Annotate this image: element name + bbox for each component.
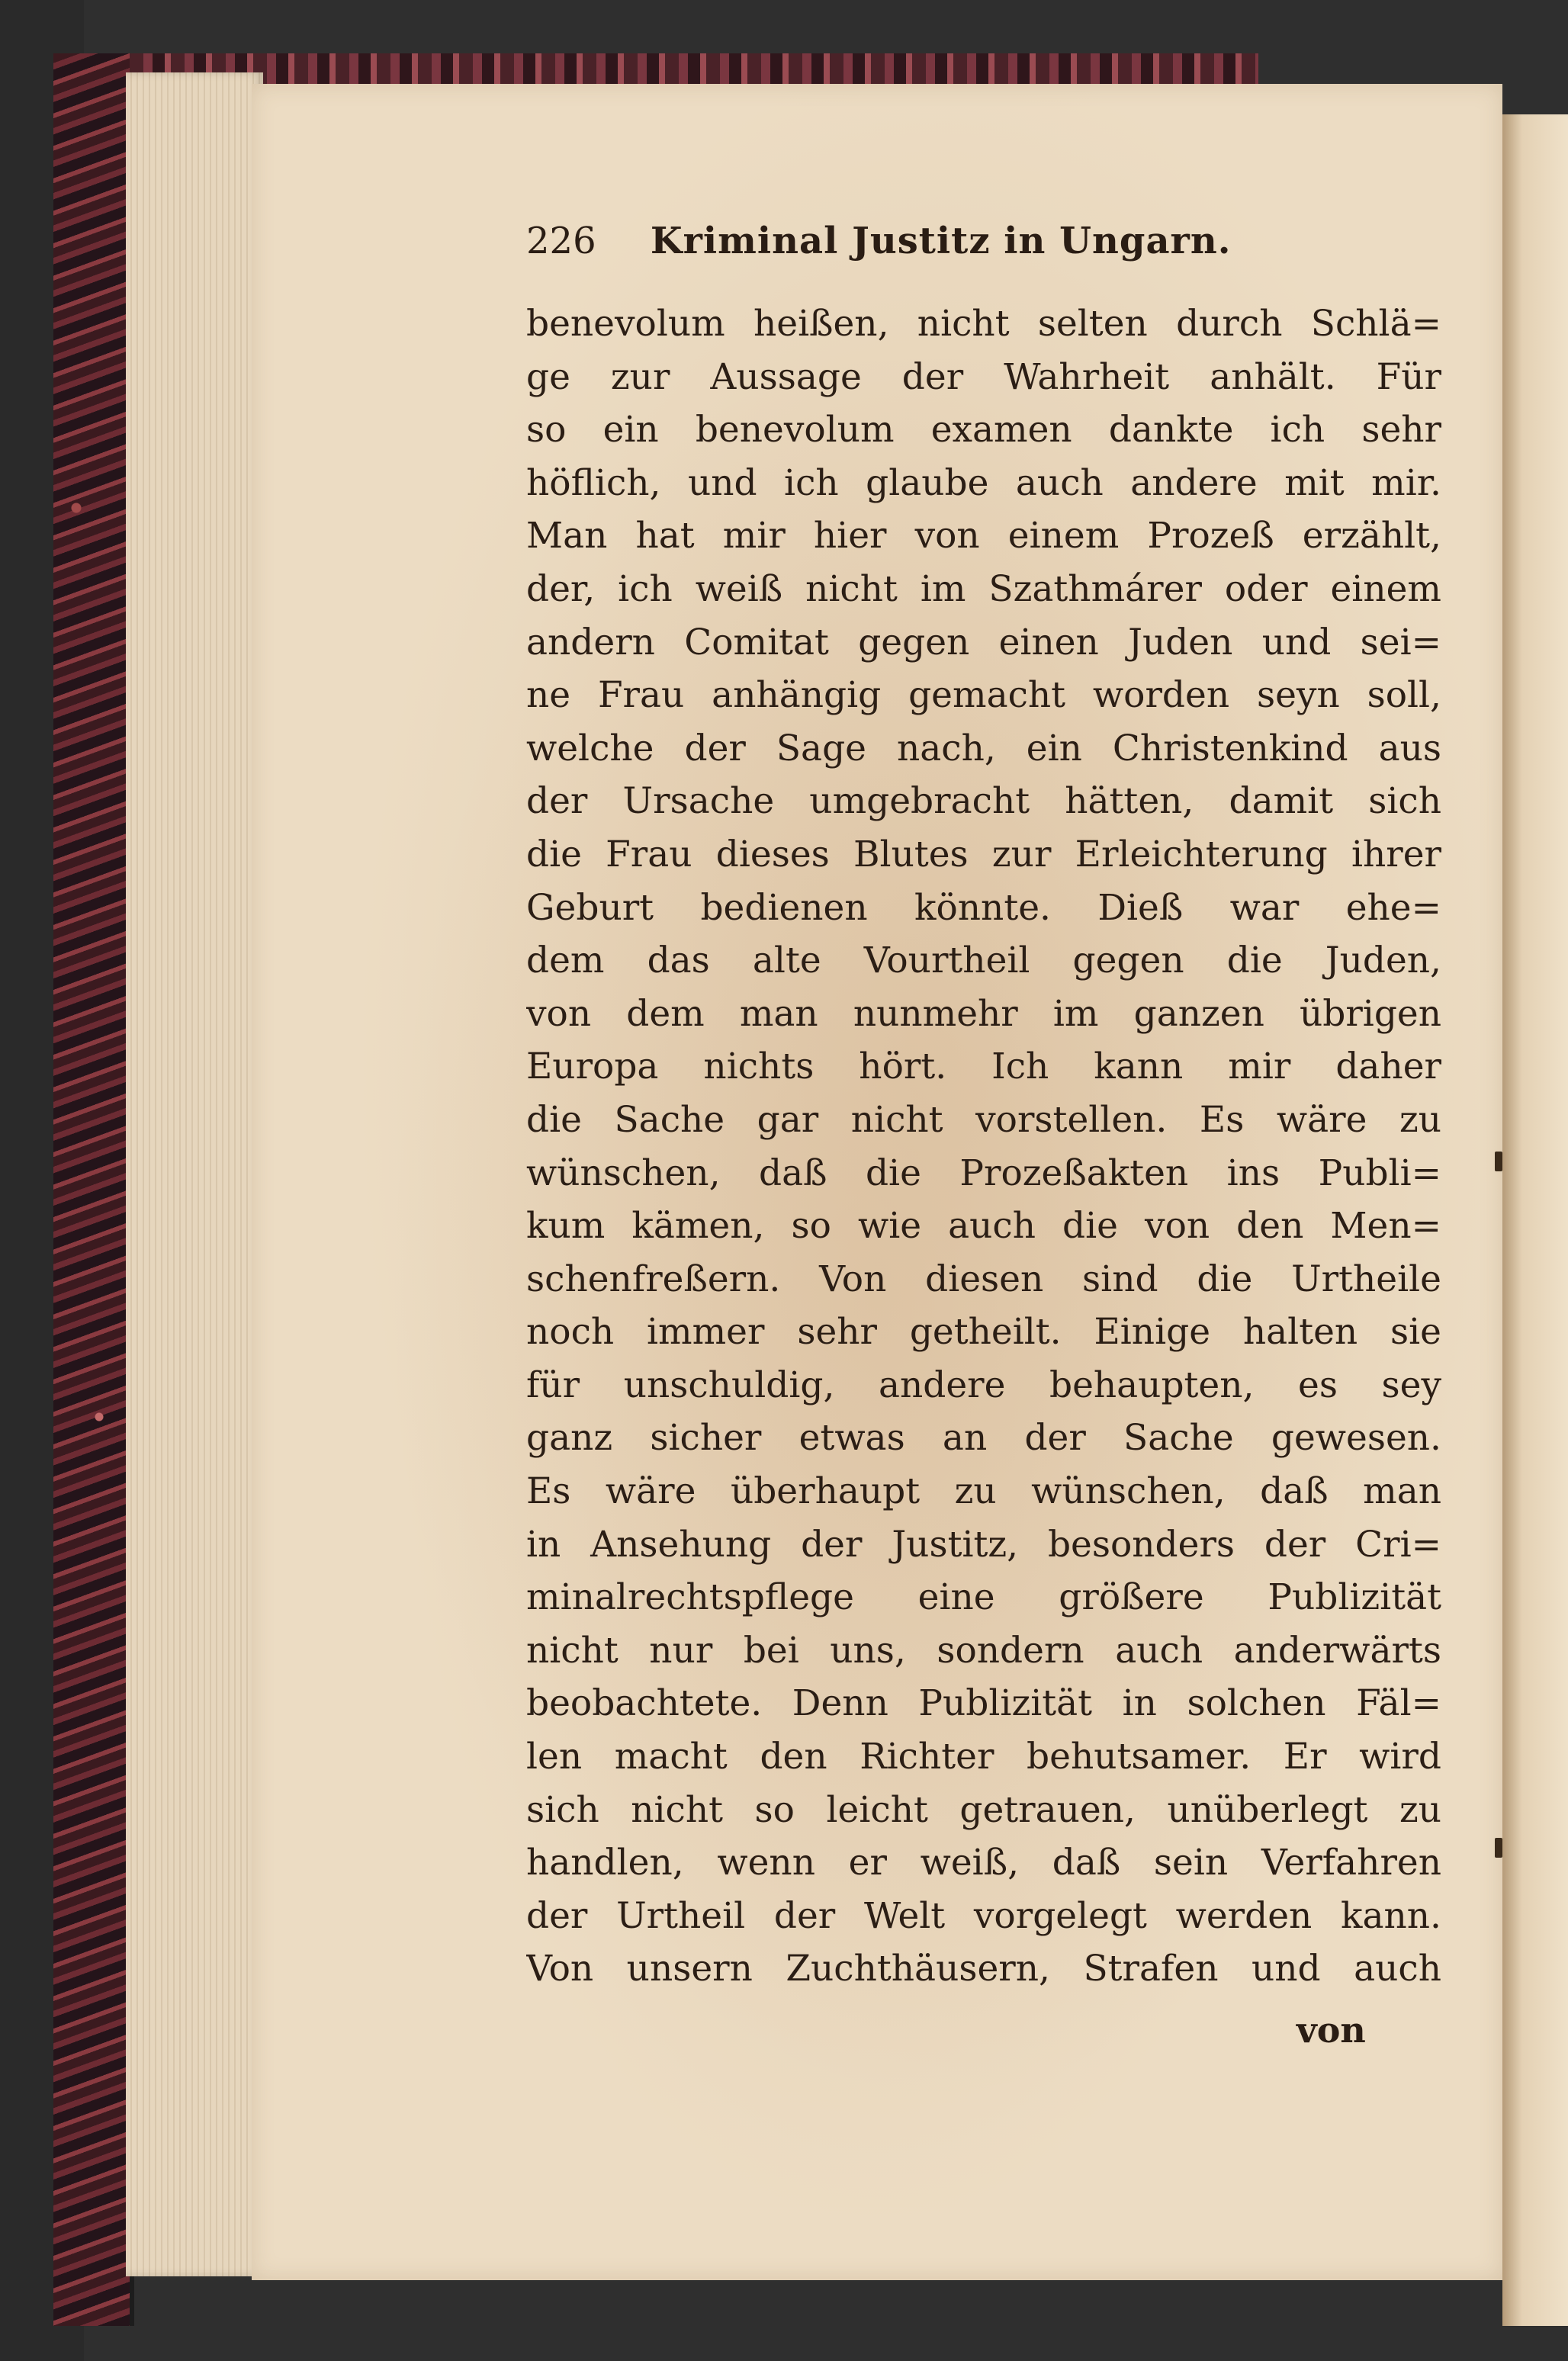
page-number: 226 (526, 220, 596, 262)
text-line: Von unsern Zuchthäusern, Strafen und auch (526, 1948, 1441, 1990)
text-line: in Ansehung der Justitz, besonders der Cri= (526, 1523, 1441, 1566)
text-line: kum kämen, so wie auch die von den Men= (526, 1205, 1441, 1248)
text-line: Europa nichts hört. Ich kann mir daher (526, 1046, 1441, 1088)
text-line: beobachtete. Denn Publizität in solchen Fäl= (526, 1682, 1441, 1725)
text-line: wünschen, daß die Prozeßakten ins Publi= (526, 1152, 1441, 1194)
book-cover-edge (53, 53, 134, 2326)
text-line: höflich, und ich glaube auch andere mit mir. (526, 461, 1441, 504)
page-body-text (526, 297, 1441, 1996)
text-line: die Sache gar nicht vorstellen. Es wäre zu (526, 1098, 1441, 1141)
text-line: Man hat mir hier von einem Prozeß erzählt, (526, 515, 1441, 557)
text-line: schenfreßern. Von diesen sind die Urtheile (526, 1258, 1441, 1300)
text-line: Geburt bedienen könnte. Dieß war ehe= (526, 886, 1441, 929)
text-line: ne Frau anhängig gemacht worden seyn soll, (526, 674, 1441, 717)
text-line: noch immer sehr getheilt. Einige halten sie (526, 1311, 1441, 1354)
text-line: andern Comitat gegen einen Juden und sei= (526, 621, 1441, 663)
text-line: ganz sicher etwas an der Sache gewesen. (526, 1417, 1441, 1460)
text-line: von dem man nunmehr im ganzen übrigen (526, 992, 1441, 1035)
book-cover-top-edge (130, 53, 1258, 84)
facing-page-edge (1502, 114, 1568, 2326)
page-header (526, 220, 1231, 262)
binding-stitch (1495, 1838, 1502, 1858)
running-title: Kriminal Justitz in Ungarn. (650, 220, 1232, 262)
text-line: nicht nur bei uns, sondern auch anderwärts (526, 1629, 1441, 1672)
text-line: welche der Sage nach, ein Christenkind aus (526, 727, 1441, 769)
text-line: benevolum heißen, nicht selten durch Schlä= (526, 303, 1441, 345)
text-line: ge zur Aussage der Wahrheit anhält. Für (526, 355, 1441, 398)
text-line: handlen, wenn er weiß, daß sein Verfahren (526, 1842, 1441, 1884)
text-line: der, ich weiß nicht im Szathmárer oder einem (526, 567, 1441, 610)
text-line: die Frau dieses Blutes zur Erleichterung ihrer (526, 833, 1441, 875)
text-line: für unschuldig, andere behaupten, es sey (526, 1364, 1441, 1406)
page-stack-edges (126, 72, 263, 2276)
text-line: so ein benevolum examen dankte ich sehr (526, 409, 1441, 451)
binding-stitch (1495, 1152, 1502, 1171)
text-line: minalrechtspflege eine größere Publizität (526, 1576, 1441, 1619)
text-line: len macht den Richter behutsamer. Er wird (526, 1736, 1441, 1778)
text-line: der Urtheil der Welt vorgelegt werden kann. (526, 1894, 1441, 1937)
text-line: der Ursache umgebracht hätten, damit sich (526, 780, 1441, 823)
text-line: sich nicht so leicht getrauen, unüberlegt zu (526, 1788, 1441, 1831)
catchword: von (1296, 2009, 1366, 2051)
text-line: Es wäre überhaupt zu wünschen, daß man (526, 1470, 1441, 1513)
text-line: dem das alte Vourtheil gegen die Juden, (526, 940, 1441, 982)
